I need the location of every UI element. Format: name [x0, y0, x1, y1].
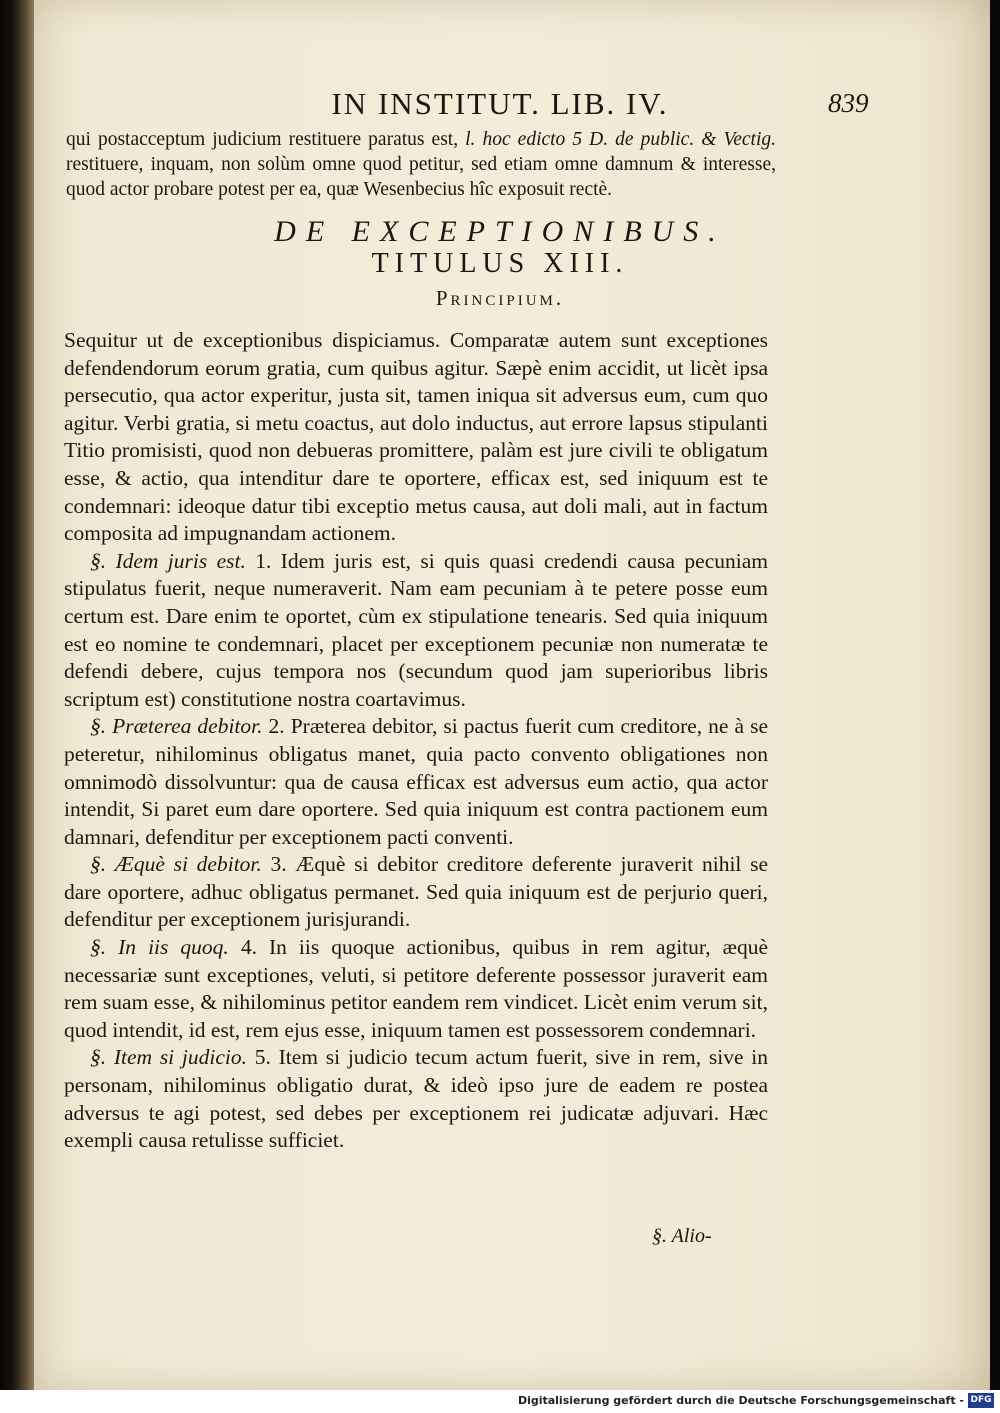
paragraph-text: 5. Item si judicio tecum actum fuerit, sive in rem, sive in personam, nihilominus obligatio durat, & ideò ipso jure de eadem re postea adversus te agi potest, sed debes per exceptionem rei judicatæ adjuvari. Hæc exempli causa retulisse sufficiet.	[64, 1045, 768, 1153]
footer-credit: Digitalisierung gefördert durch die Deutsche Forschungsgemeinschaft -	[517, 1394, 964, 1407]
paragraph-principium	[64, 327, 768, 548]
continuation-text-c: restituere, inquam, non solùm omne quod petitur, sed etiam omne damnum & interesse, quod actor probare potest per ea, quæ Wesenbecius hîc exposuit rectè.	[66, 154, 776, 200]
footer-bar	[0, 1390, 1000, 1413]
paragraph-5	[64, 1044, 768, 1154]
paragraph-text: 4. In iis quoque actionibus, quibus in rem agitur, æquè necessariæ sunt exceptiones, veluti, si petitore deferente possessor juraverit eam rem suam esse, & nihilominus petitor eandem rem vindicet. Licèt enim verum sit, quod intendit, id est, rem ejus esse, iniquum tamen est possessorem condemnari.	[64, 935, 768, 1042]
paragraph-4	[64, 934, 768, 1044]
paragraph-marker: §. Idem juris est.	[90, 548, 246, 573]
continuation-text-a: qui postacceptum judicium restituere paratus est,	[66, 129, 466, 150]
paragraph-1	[64, 548, 768, 714]
scan-right-edge	[990, 0, 1000, 1390]
folio-number: 839	[828, 88, 869, 118]
paragraph-text: 1. Idem juris est, si quis quasi credendi causa pecuniam stipulatus fuerit, neque numeraverit. Nam eam pecuniam à te petere posse eum certum est. Dare enim te oportet, cùm ex stipulatione tenearis. Sed quia iniquum est eo nomine te condemnari, placet per exceptionem pecuniæ non numeratæ te defendi debere, cujus tempora nos (secundum quod jam superioribus libris scriptum est) constitutione nostra coartavimus.	[64, 548, 768, 711]
paragraph-text: Sequitur ut de exceptionibus dispiciamus. Comparatæ autem sunt exceptiones defendendorum eorum gratia, cum quibus agitur. Sæpè enim accidit, ut licèt ipsa persecutio, qua actor experitur, justa sit, tamen iniqua sit adversus eum, cum quo agitur. Verbi gratia, si metu coactus, aut dolo inductus, aut errore lapsus stipulanti Titio promisisti, quod non debueras promittere, palàm est jure civili te obligatum esse, & actio, qua intenditur dare te oportere, efficax est, sed iniquum est te condemnari: ideoque datur tibi exceptio metus causa, aut doli mali, aut in factum composita ad impugnandam actionem.	[64, 328, 768, 546]
paragraph-marker: §. Item si judicio.	[90, 1045, 247, 1070]
section-title: DE EXCEPTIONIBUS.	[274, 215, 726, 248]
dfg-logo: DFG	[968, 1393, 994, 1408]
paragraph-marker: §. In iis quoq.	[90, 935, 229, 960]
paragraph-text: 2. Præterea debitor, si pactus fuerit cum creditore, ne à se peteretur, nihilominus obligatus manet, quia pacto convento obligationes non omnimodò dissolvuntur: qua de causa efficax est adversus eum actio, qua actor intendit, Si paret eum dare oportere. Sed quia iniquum est contra pactionem eum damnari, defenditur per exceptionem pacti conventi.	[64, 714, 768, 849]
paragraph-marker: §. Præterea debitor.	[90, 714, 263, 739]
paragraph-2	[64, 713, 768, 851]
scan-left-edge	[0, 0, 34, 1390]
body-text	[64, 327, 768, 1155]
principium-heading: Principium.	[435, 286, 565, 310]
catchword: §. Alio-	[652, 1225, 712, 1247]
running-head: IN INSTITUT. LIB. IV.	[331, 86, 669, 121]
titulus-heading: TITULUS XIII.	[371, 248, 629, 279]
paragraph-text: 3. Æquè si debitor creditore deferente juraverit nihil se dare oportere, adhuc obligatus permanet. Sed quia iniquum est de perjurio queri, defenditur per exceptionem jurisjurandi.	[64, 852, 768, 932]
continuation-citation: l. hoc edicto 5 D. de public. & Vectig.	[465, 129, 776, 150]
paragraph-marker: §. Æquè si debitor.	[90, 852, 262, 877]
paragraph-3	[64, 851, 768, 934]
continuation-text	[66, 127, 776, 202]
